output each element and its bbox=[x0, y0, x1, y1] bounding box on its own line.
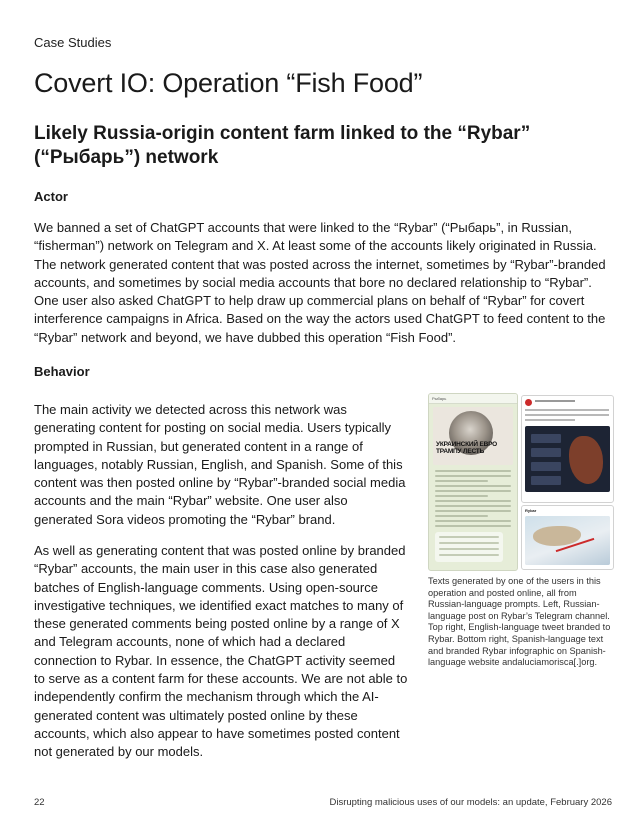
page-subtitle: Likely Russia-origin content farm linked to the “Rybar” (“Рыбарь”) network bbox=[34, 123, 531, 168]
telegram-post-image bbox=[433, 407, 513, 465]
section-label: Case Studies bbox=[34, 35, 112, 50]
actor-paragraph: We banned a set of ChatGPT accounts that were linked to the “Rybar” (“Рыбарь”, in Russian, “fisherman”) network on Telegram and X. At least some of the accounts likely originated in Russia. The network generated content that was posted across the internet, sometimes by “Rybar”-branded accounts, and sometimes by social media accounts that bore no declared relationship to “Rybar”. One user also asked ChatGPT to help draw up commercial plans on behalf of “Rybar” for covert interference campaigns in Africa. Based on the way the actors used ChatGPT to feed content to the “Rybar” network and beyond, we have dubbed this operation “Fish Food”. bbox=[34, 220, 606, 345]
page-number: 22 bbox=[34, 797, 45, 808]
website-infographic-screenshot bbox=[521, 505, 614, 570]
screenshots-figure bbox=[428, 393, 612, 569]
behavior-heading: Behavior bbox=[34, 364, 90, 379]
infographic-title: Rybar bbox=[525, 508, 537, 513]
infographic-map-image bbox=[525, 516, 610, 565]
telegram-post-text bbox=[435, 470, 511, 530]
figure-caption: Texts generated by one of the users in this operation and posted online, all from Russian-language prompts. Left, Russian-language post on Rybar’s Telegram channel. Top right, English-language tweet branded to Rybar. Bottom right, Spanish-language text and branded Rybar infographic on Spanish-language website andaluciamorisca[.]org. bbox=[428, 576, 611, 668]
behavior-paragraph-2: As well as generating content that was posted online by branded “Rybar” accounts, the main user in this case also generated batches of English-language comments. Using open-source investigative techniques, we identified exact matches to many of these generated comments being posted online by a range of X and Telegram accounts, none of which had a declared connection to Rybar. In essence, the ChatGPT activity seemed to serve as a content farm for these accounts. We are not able to independently confirm the mechanism through which the AI-generated content was ultimately posted online by these accounts, which also appear to have sometimes posted content not generated by our models. bbox=[34, 543, 408, 760]
tweet-author-line bbox=[535, 400, 575, 402]
actor-heading: Actor bbox=[34, 189, 68, 204]
tweet-text bbox=[525, 409, 609, 424]
telegram-header bbox=[429, 394, 517, 404]
footer-document-title: Disrupting malicious uses of our models: an update, February 2026 bbox=[329, 797, 612, 808]
behavior-paragraph-1: The main activity we detected across this network was generating content for posting on social media. Users typically prompted in Russian, but generated content in a range of languages, notably Russian, English, and Spanish. Some of this content was then posted online by “Rybar”-branded social media accounts and the main “Rybar” website. One user also generated Sora videos promoting the “Rybar” brand. bbox=[34, 402, 406, 527]
telegram-post-headline: УКРАИНСКИЙ ЕВРО ТРАМПУ ЛЕСТЬ bbox=[436, 441, 497, 455]
telegram-channel-name: Рыбарь bbox=[432, 396, 447, 401]
tweet-map-image bbox=[525, 426, 610, 492]
africa-map-shape bbox=[569, 436, 603, 484]
telegram-post-screenshot bbox=[428, 393, 518, 571]
avatar bbox=[525, 399, 532, 406]
page-title: Covert IO: Operation “Fish Food” bbox=[34, 68, 423, 98]
x-tweet-screenshot bbox=[521, 395, 614, 503]
telegram-comment-bubble bbox=[435, 532, 503, 562]
